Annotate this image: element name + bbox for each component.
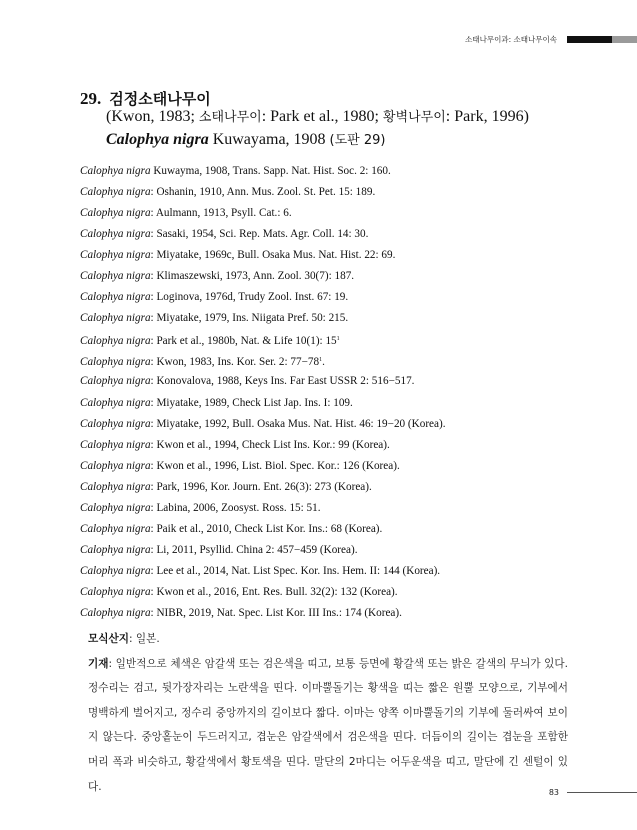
reference-item xyxy=(80,309,446,330)
reference-citation: : Miyatake, 1989, Check List Jap. Ins. I: 109. xyxy=(150,396,353,409)
reference-taxon: Calophya nigra xyxy=(80,249,151,262)
reference-citation: : Paik et al., 2010, Check List Kor. Ins.: 68 (Korea). xyxy=(150,522,383,535)
reference-citation: : Loginova, 1976d, Trudy Zool. Inst. 67: 19. xyxy=(150,291,349,304)
reference-taxon: Calophya nigra xyxy=(80,228,151,241)
species-number: 29. xyxy=(80,89,102,108)
reference-item xyxy=(80,604,446,625)
type-locality-label: 모식산지 xyxy=(88,633,129,645)
header-bar-gray xyxy=(612,36,637,43)
reference-citation: : Klimaszewski, 1973, Ann. Zool. 30(7): 187. xyxy=(150,270,355,283)
reference-item xyxy=(80,436,446,457)
reference-citation: : Aulmann, 1913, Psyll. Cat.: 6. xyxy=(150,207,292,220)
reference-item xyxy=(80,183,446,204)
reference-taxon: Calophya nigra xyxy=(80,438,151,451)
korean-synonym: 소태나무이 xyxy=(198,110,262,125)
reference-citation: : Kwon et al., 2016, Ent. Res. Bull. 32(2): 132 (Korea). xyxy=(150,585,398,598)
reference-item xyxy=(80,583,446,604)
reference-item xyxy=(80,394,446,415)
type-locality-value: : 일본. xyxy=(128,633,160,645)
reference-item xyxy=(80,351,446,372)
reference-item xyxy=(80,246,446,267)
reference-citation: : Kwon, 1983, Ins. Kor. Ser. 2: 77−78 xyxy=(150,356,320,369)
reference-item xyxy=(80,162,446,183)
korean-synonym: 황벽나무이 xyxy=(383,110,446,125)
reference-citation: : Labina, 2006, Zoosyst. Ross. 15: 51. xyxy=(150,501,321,514)
reference-item xyxy=(80,288,446,309)
reference-item xyxy=(80,372,446,393)
reference-citation: : Sasaki, 1954, Sci. Rep. Mats. Agr. Coll. 14: 30. xyxy=(150,228,369,241)
reference-citation: : Miyatake, 1969c, Bull. Osaka Mus. Nat. Hist. 22: 69. xyxy=(150,249,396,262)
reference-taxon: Calophya nigra xyxy=(80,543,151,556)
reference-superscript: 1 xyxy=(336,336,340,343)
reference-citation: : Miyatake, 1979, Ins. Niigata Pref. 50: 215. xyxy=(150,312,349,325)
reference-item xyxy=(80,562,446,583)
description-section xyxy=(80,627,568,799)
type-locality xyxy=(80,627,568,652)
reference-citation: Kuwayma, 1908, Trans. Sapp. Nat. Hist. Soc. 2: 160. xyxy=(150,165,391,177)
reference-taxon: Calophya nigra xyxy=(80,356,151,369)
reference-taxon: Calophya nigra xyxy=(80,335,151,348)
reference-item xyxy=(80,415,446,436)
species-korean-name: 검정소태나무이 xyxy=(109,90,211,108)
header-bar-black xyxy=(567,36,612,43)
reference-item xyxy=(80,457,446,478)
reference-period: . xyxy=(322,356,325,369)
reference-taxon: Calophya nigra xyxy=(80,417,151,430)
reference-item xyxy=(80,478,446,499)
reference-list xyxy=(80,162,446,625)
running-header xyxy=(465,34,637,45)
reference-citation: : Kwon et al., 1996, List. Biol. Spec. Kor.: 126 (Korea). xyxy=(150,459,400,472)
reference-taxon: Calophya nigra xyxy=(80,606,151,619)
reference-taxon: Calophya nigra xyxy=(80,375,151,388)
author-year: Kuwayama, 1908 xyxy=(208,131,330,148)
reference-superscript: 1 xyxy=(319,357,323,364)
reference-citation: : NIBR, 2019, Nat. Spec. List Kor. III Ins.: 174 (Korea). xyxy=(150,606,402,619)
reference-citation: : Li, 2011, Psyllid. China 2: 457−459 (Korea). xyxy=(150,543,358,556)
reference-taxon: Calophya nigra xyxy=(80,312,151,325)
reference-citation: : Kwon et al., 1994, Check List Ins. Kor.: 99 (Korea). xyxy=(150,438,390,451)
reference-taxon: Calophya nigra xyxy=(80,501,151,514)
reference-item xyxy=(80,499,446,520)
reference-taxon: Calophya nigra xyxy=(80,165,151,177)
reference-citation: : Park, 1996, Kor. Journ. Ent. 26(3): 273 (Korea). xyxy=(150,480,372,493)
reference-citation: : Lee et al., 2014, Nat. List Spec. Kor. Ins. Hem. II: 144 (Korea). xyxy=(150,564,441,577)
scientific-name-line xyxy=(106,129,529,152)
running-title: 소태나무이과: 소태나무이속 xyxy=(465,35,557,44)
description-label: 기재 xyxy=(88,657,109,670)
reference-taxon: Calophya nigra xyxy=(80,459,151,472)
reference-item xyxy=(80,267,446,288)
reference-taxon: Calophya nigra xyxy=(80,270,151,283)
scientific-name: Calophya nigra xyxy=(106,131,209,148)
reference-item xyxy=(80,204,446,225)
reference-taxon: Calophya nigra xyxy=(80,291,151,304)
page-footer xyxy=(549,788,637,797)
reference-taxon: Calophya nigra xyxy=(80,207,151,220)
reference-citation: : Oshanin, 1910, Ann. Mus. Zool. St. Pet. 15: 189. xyxy=(150,186,376,199)
reference-citation: : Konovalova, 1988, Keys Ins. Far East USSR 2: 516−517. xyxy=(150,375,415,388)
description-paragraph xyxy=(80,652,568,800)
reference-taxon: Calophya nigra xyxy=(80,396,151,409)
reference-citation: : Park et al., 1980b, Nat. & Life 10(1): 15 xyxy=(150,335,337,348)
reference-item xyxy=(80,541,446,562)
plate-ref: (도판 29) xyxy=(329,133,386,148)
synonymy-block xyxy=(106,106,529,152)
reference-taxon: Calophya nigra xyxy=(80,564,151,577)
description-text: : 일반적으로 체색은 암갈색 또는 검은색을 띠고, 보통 등면에 황갈색 또는 밝은 갈색의 무늬가 있다. 정수리는 검고, 뒷가장자리는 노란색을 띤다. 이마뿔돌기는 황색을 띠는 짧은 원뿔 모양으로, 기부에서 명백하게 벌어지고, 정수리 중앙까지의 길이보다 짧다. 이마는 양쪽 이마뿔돌기의 기부에 둘러싸여 보이지 않는다. 중앙홑눈이 두드러지고, 겹눈은 암갈색에서 검은색을 띤다. 더듬이의 길이는 겹눈을 포함한 머리 폭과 비슷하고, 황갈색에서 황토색을 띤다. 말단의 2마디는 어두운색을 띠고, 말단에 긴 센털이 있다. xyxy=(88,657,568,793)
reference-taxon: Calophya nigra xyxy=(80,480,151,493)
reference-taxon: Calophya nigra xyxy=(80,186,151,199)
synonym-line xyxy=(106,106,529,129)
reference-taxon: Calophya nigra xyxy=(80,522,151,535)
page-number: 83 xyxy=(548,788,559,797)
reference-item xyxy=(80,520,446,541)
synonym-citation: : Park, 1996) xyxy=(445,108,529,125)
synonym-citation: : Park et al., 1980; xyxy=(261,108,383,125)
reference-item xyxy=(80,330,446,351)
reference-item xyxy=(80,225,446,246)
footer-rule xyxy=(567,792,637,793)
reference-taxon: Calophya nigra xyxy=(80,585,151,598)
synonym-citation: (Kwon, 1983; xyxy=(106,108,199,125)
reference-citation: : Miyatake, 1992, Bull. Osaka Mus. Nat. Hist. 46: 19−20 (Korea). xyxy=(150,417,446,430)
